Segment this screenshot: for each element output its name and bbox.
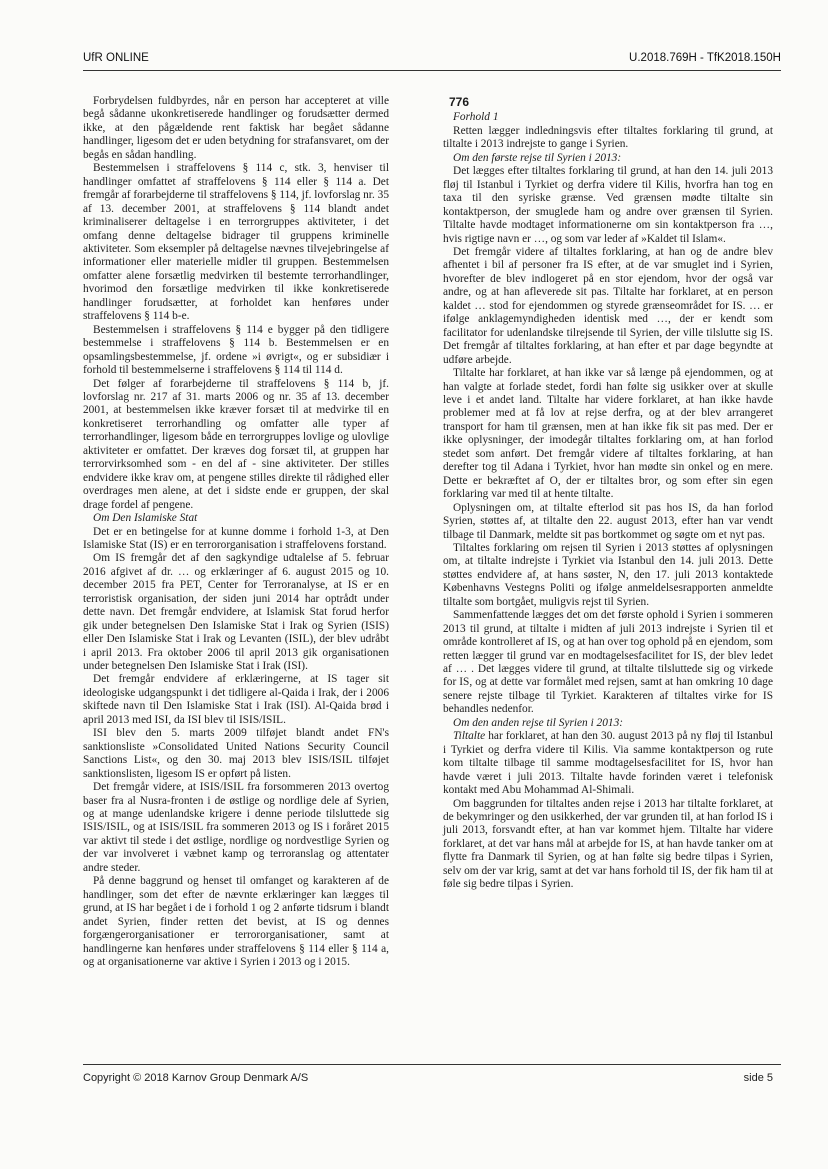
section-heading: Om den anden rejse til Syrien i 2013: bbox=[453, 716, 624, 729]
paragraph: Det lægges efter tiltaltes forklaring til grund, at han den 14. juli 2013 fløj til Istanbul i Tyrkiet og derfra videre til Kilis, hvorfra han tog en taxa til den syriske grænse. Ved grænsen mødte tiltalte sin kontaktperson, der smuglede ham og andre over grænsen til Syrien. Tiltalte havde modtaget informationerne om sin kontaktperson fra …, hvis rigtige navn er …, og som var leder af »Kaldet til Islam«. bbox=[443, 165, 773, 245]
paragraph-lead: Tiltalte bbox=[453, 730, 486, 743]
page-number: side 5 bbox=[743, 1072, 773, 1084]
left-column bbox=[83, 95, 389, 969]
paragraph bbox=[443, 730, 773, 797]
paragraph: Retten lægger indledningsvis efter tiltaltes forklaring til grund, at tiltalte i 2013 indrejste to gange i Syrien. bbox=[443, 124, 773, 151]
publication-name: UfR ONLINE bbox=[83, 52, 149, 64]
paragraph: Om IS fremgår det af den sagkyndige udtalelse af 5. februar 2016 afgivet af dr. … og erklæringer af 6. august 2015 og 10. december 2015 fra PET, Center for Terroranalyse, at IS er en terroristisk organisation, der siden juni 2014 har optrådt under dette navn. Det fremgår endvidere, at Islamisk Stat forud herfor gik under betegnelsen Den Islamiske Stat i Irak og Syrien (ISIS) eller Den Islamiske Stat i Irak og Levanten (ISIL), der blev udråbt i april 2013. Fra oktober 2006 til april 2013 gik organisationen under betegnelsen Den Islamiske Stat i Irak (ISI). bbox=[83, 552, 389, 673]
paragraph: På denne baggrund og henset til omfanget og karakteren af de handlinger, som det efter de nævnte erklæringer kan lægges til grund, at IS har begået i de i forhold 1 og 2 anførte tidsrum i blandt andet Syrien, finder retten det bevist, at IS og dennes forgængerorganisationer er terrororganisationer, samt at handlingerne kan henføres under straffelovens § 114 eller § 114 a, og at organisationerne var aktive i Syrien i 2013 og i 2015. bbox=[83, 875, 389, 968]
paragraph: Bestemmelsen i straffelovens § 114 c, stk. 3, henviser til handlinger omfattet af straffelovens § 114 eller § 114 a. Det fremgår af forarbejderne til straffelovens § 114, jf. lovforslag nr. 35 af 13. december 2001, at straffelovens § 114 blandt andet kriminaliserer deltagelse i en terrorgruppes aktiviteter, i det omfang denne deltagelse bidrager til gruppens kriminelle aktiviteter. Som eksempler på deltagelse nævnes tilvejebringelse af informationer eller materielle midler til gruppen. Bestemmelsen omfatter alene forsætlig medvirken til bestemte terrorhandlinger, hvorimod den forsætlige medvirken til ikke konkretiserede handlinger forudsætter, at forholdet kan henføres under straffelovens § 114 b-e. bbox=[83, 162, 389, 323]
right-column bbox=[443, 96, 773, 892]
paragraph: Det fremgår endvidere af erklæringerne, at IS tager sit ideologiske udgangspunkt i det tidligere al-Qaida i Irak, der i 2006 skiftede navn til Den Islamiske Stat i Irak (ISI). Al-Qaida brød i april 2013 med ISI, da ISI blev til ISIS/ISIL. bbox=[83, 673, 389, 726]
paragraph: Forbrydelsen fuldbyrdes, når en person har accepteret at ville begå sådanne ukonkretiserede handlinger og forudsætter dermed ikke, at den pågældende rent faktisk har begået sådanne handlinger, ligesom det er uden betydning for strafansvaret, om der begås en sådan handling. bbox=[83, 95, 389, 161]
paragraph: Tiltaltes forklaring om rejsen til Syrien i 2013 støttes af oplysningen om, at tiltalte indrejste i Tyrkiet via Istanbul den 14. juli 2013. Dette støttes endvidere af, at hans søster, N, den 17. juli 2013 kontaktede Københavns Vestegns Politi og ifølge anmeldelsesrapporten anmeldte tiltalte som bortgået, muligvis rejst til Syrien. bbox=[443, 541, 773, 608]
page-header bbox=[83, 52, 781, 70]
section-heading: Om Den Islamiske Stat bbox=[93, 512, 198, 525]
page-footer bbox=[83, 1072, 773, 1084]
copyright-notice: Copyright © 2018 Karnov Group Denmark A/S bbox=[83, 1072, 309, 1084]
footer-rule bbox=[83, 1064, 781, 1065]
original-page-number: 776 bbox=[449, 95, 470, 109]
paragraph: Det fremgår videre, at ISIS/ISIL fra forsommeren 2013 overtog baser fra al Nusra-fronten i de østlige og nordlige dele af Syrien, og at mange udenlandske krigere i denne periode tilsluttede sig ISIS/ISIL, og at ISIS/ISIL fra sommeren 2013 og IS i foråret 2015 var aktivt til stede i det østlige, nordlige og nordvestlige Syrien og der var involveret i væbnet kamp og terroranslag og attentater andre steder. bbox=[83, 781, 389, 874]
document-reference: U.2018.769H - TfK2018.150H bbox=[629, 52, 781, 64]
paragraph: Sammenfattende lægges det om det første ophold i Syrien i sommeren 2013 til grund, at tiltalte i midten af juli 2013 indrejste i Syrien til et område kontrolleret af IS, og at han over tog ophold på en ejendom, som retten lægger til grund var en modtagelsesfacilitet for IS, der blev ledet af … . Det lægges videre til grund, at tiltalte tilsluttede sig og virkede for IS, og at dette var formålet med rejsen, samt at han omkring 10 dage senere rejste tilbage til Tyrkiet. Karakteren af tiltaltes virke for IS behandles nedenfor. bbox=[443, 609, 773, 716]
paragraph: Bestemmelsen i straffelovens § 114 e bygger på den tidligere bestemmelse i straffelovens § 114 b. Bestemmelsen er en opsamlingsbestemmelse, jf. ordene »i øvrigt«, og er subsidiær i forhold til bestemmelserne i straffelovens § 114 til 114 d. bbox=[83, 323, 389, 377]
paragraph: Om baggrunden for tiltaltes anden rejse i 2013 har tiltalte forklaret, at de bekymringer og den usikkerhed, der var grunden til, at han forlod IS i juli 2013, forsvandt efter, at han var kommet hjem. Tiltalte har videre forklaret, at det var hans mål at arbejde for IS, at han havde tanker om at flytte fra Danmark til Syrien, og at han følte sig bedre tilpas i Syrien, selv om der var krig, samt at det var hans forhold til IS, der fik ham til at føle sig bedre tilpas i Syrien. bbox=[443, 797, 773, 891]
paragraph: Tiltalte har forklaret, at han ikke var så længe på ejendommen, og at han valgte at forlade stedet, fordi han følte sig usikker over at skulle leve i et andet land. Tiltalte har videre forklaret, at han ikke havde problemer med at få lov at rejse derfra, og at der blev arrangeret transport for ham til grænsen, men at han ikke fik sit pas med. Der er ikke oplysninger, der imodegår tiltaltes forklaring om, at han forlod stedet som anført. Det fremgår videre af tiltaltes forklaring, at han derefter tog til Adana i Tyrkiet, hvor han mødte sin onkel og en mere. Dette er bekræftet af O, der er tiltaltes bror, og som efter sin egen forklaring var med til at hente tiltalte. bbox=[443, 367, 773, 501]
section-heading: Om den første rejse til Syrien i 2013: bbox=[453, 151, 622, 164]
paragraph-body: har forklaret, at han den 30. august 2013 på ny fløj til Istanbul i Tyrkiet og derfra videre til Kilis. Via samme kontaktperson og rute kom tiltalte tilbage til samme modtagelsesfacilitet for IS, hvor han havde været i juli 2013. Tiltalte havde forinden været i telefonisk kontakt med Abu Mohammad Al-Shimali. bbox=[443, 730, 773, 797]
paragraph: Det er en betingelse for at kunne domme i forhold 1-3, at Den Islamiske Stat (IS) er en terrororganisation i straffelovens forstand. bbox=[83, 525, 389, 551]
header-rule bbox=[83, 70, 781, 71]
section-title: Forhold 1 bbox=[453, 111, 499, 124]
paragraph: Det følger af forarbejderne til straffelovens § 114 b, jf. lovforslag nr. 217 af 31. marts 2006 og nr. 35 af 13. december 2001, at bestemmelsen ikke kræver forsæt til at medvirke til en konkretiseret terrorhandling og omfatter alle typer af terrorhandlinger, ligesom både en terrorgruppes lovlige og ulovlige aktiviteter er omfattet. Der kræves dog forsæt til, at gruppen har terrorvirksomhed som - en del af - sine aktiviteter. Der stilles endvidere ikke krav om, at pengene stilles direkte til rådighed eller overdrages men alene, at det i sidste ende er gruppen, der skal drage fordel af pengene. bbox=[83, 377, 389, 511]
paragraph: Det fremgår videre af tiltaltes forklaring, at han og de andre blev afhentet i bil af personer fra IS efter, at de var smuglet ind i Syrien, hvorefter de blev indlogeret på en stor ejendom, hvor der også var andre, og at han afleverede sit pas. Tiltalte har forklaret, at en person kaldet … stod for ejendommen og styrede grænseområdet for IS. … er ifølge anklagemyndigheden identisk med …, der er kendt som facilitator for udenlandske tilrejsende til Syrien, der ville tilslutte sig IS. Det fremgår af tiltaltes forklaring, at han efter et par dage begyndte at udføre arbejde. bbox=[443, 245, 773, 366]
paragraph: ISI blev den 5. marts 2009 tilføjet blandt andet FN's sanktionsliste »Consolidated United Nations Security Council Sanctions List«, og den 30. maj 2013 blev ISIS/ISIL tilføjet sanktionslisten, ligesom IS er opført på listen. bbox=[83, 727, 389, 780]
paragraph: Oplysningen om, at tiltalte efterlod sit pas hos IS, da han forlod Syrien, støttes af, at tiltalte den 22. august 2013, efter han var vendt tilbage til Danmark, meldte sit pas bortkommet og søgte om et nyt pas. bbox=[443, 501, 773, 541]
